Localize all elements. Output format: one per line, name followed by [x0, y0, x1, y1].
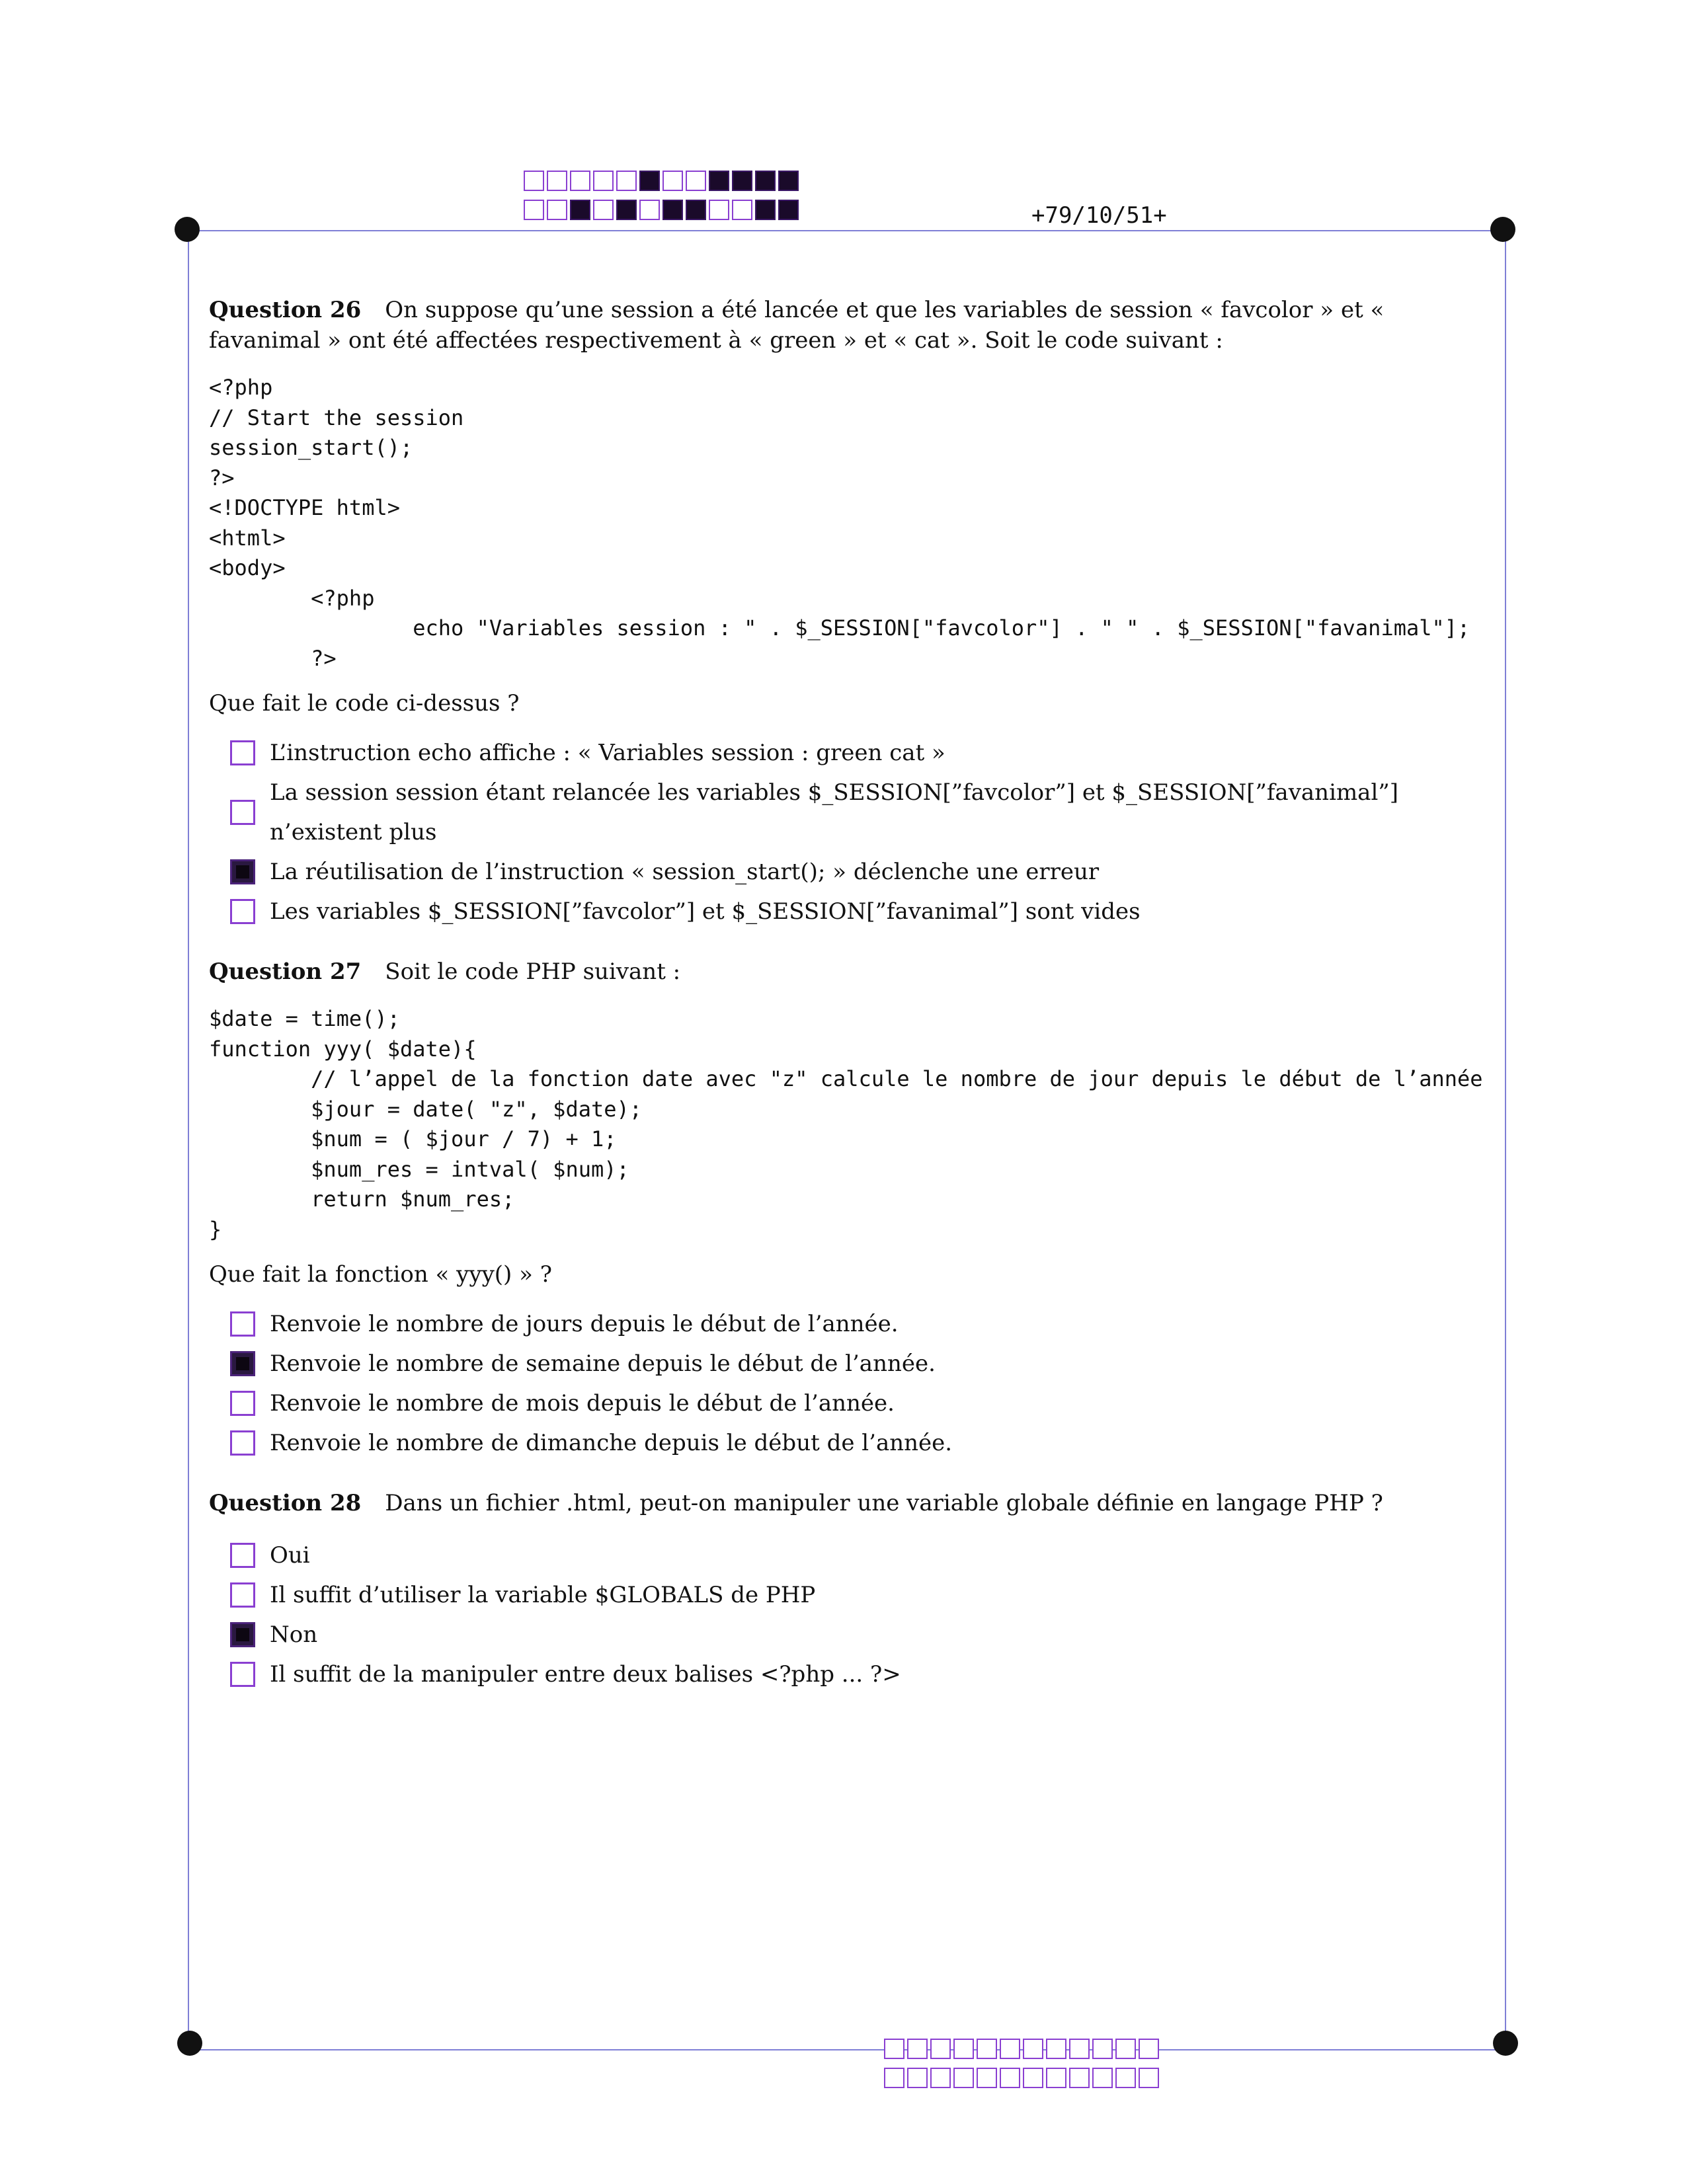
barcode-cell: [732, 200, 752, 220]
barcode-cell: [1092, 2068, 1113, 2088]
checkbox[interactable]: [230, 800, 255, 825]
choice-label: La réutilisation de l’instruction « session_start(); » déclenche une erreur: [270, 859, 1100, 885]
barcode-cell: [662, 171, 683, 191]
question-prompt: Que fait la fonction « yyy() » ?: [209, 1261, 552, 1288]
barcode-cell: [709, 200, 729, 220]
choice-label: Renvoie le nombre de semaine depuis le début de l’année.: [270, 1350, 936, 1377]
corner-mark-top-right: [1490, 217, 1515, 242]
question-text: Dans un fichier .html, peut-on manipuler une variable globale définie en langage PHP ?: [385, 1490, 1383, 1516]
barcode-cell: [524, 200, 544, 220]
barcode-cell: [778, 171, 799, 191]
question-prompt: Que fait le code ci-dessus ?: [209, 690, 520, 717]
barcode-cell: [755, 200, 776, 220]
checkbox[interactable]: [230, 740, 255, 765]
barcode-cell: [1139, 2039, 1159, 2059]
barcode-cell: [930, 2068, 951, 2088]
barcode-cell: [1069, 2039, 1090, 2059]
barcode-cell: [1139, 2068, 1159, 2088]
choice-label: Renvoie le nombre de mois depuis le début de l’année.: [270, 1390, 895, 1417]
barcode-cell: [1046, 2068, 1066, 2088]
question-heading: [209, 1488, 1498, 1518]
barcode-cell: [639, 171, 660, 191]
question-heading: [209, 295, 1498, 356]
barcode-cell: [686, 200, 706, 220]
question-text: On suppose qu’une session a été lancée et que les variables de session « favcolor » et « favanimal » ont été affectées respectivement à « green » et « cat ». Soit le code suivant :: [209, 297, 1385, 354]
question-label: Question 28: [209, 1490, 362, 1516]
barcode-cell: [616, 200, 637, 220]
barcode-cell: [953, 2039, 974, 2059]
choice-item[interactable]: [230, 1384, 1498, 1423]
checkbox[interactable]: [230, 1622, 255, 1647]
question-28: [209, 1488, 1498, 1694]
choice-item[interactable]: [230, 733, 1498, 773]
questions-area: [209, 295, 1498, 1719]
choice-label: Les variables $_SESSION[”favcolor”] et $_SESSION[”favanimal”] sont vides: [270, 898, 1141, 925]
choice-label: La session session étant relancée les variables $_SESSION[”favcolor”] et $_SESSION[”favanimal”] n’existent plus: [270, 779, 1398, 845]
barcode-cell: [616, 171, 637, 191]
barcode-cell: [1092, 2039, 1113, 2059]
barcode-cell: [662, 200, 683, 220]
question-26: [209, 295, 1498, 931]
choice-item[interactable]: [230, 1615, 1498, 1655]
choice-label: Non: [270, 1621, 318, 1648]
choice-item[interactable]: [230, 892, 1498, 931]
choice-label: L’instruction echo affiche : « Variables session : green cat »: [270, 740, 945, 766]
barcode-cell: [977, 2068, 997, 2088]
barcode-cell: [907, 2068, 928, 2088]
barcode-cell: [884, 2039, 904, 2059]
checkbox[interactable]: [230, 1391, 255, 1416]
choice-label: Oui: [270, 1542, 310, 1569]
corner-mark-bottom-right: [1493, 2031, 1518, 2056]
checkbox[interactable]: [230, 1582, 255, 1608]
barcode-cell: [884, 2068, 904, 2088]
choice-list: [230, 1304, 1498, 1463]
barcode-bottom-row1: [884, 2039, 1162, 2059]
question-label: Question 27: [209, 958, 362, 985]
barcode-cell: [953, 2068, 974, 2088]
checkbox[interactable]: [230, 1543, 255, 1568]
barcode-cell: [907, 2039, 928, 2059]
barcode-cell: [1000, 2068, 1020, 2088]
corner-mark-top-left: [175, 217, 200, 242]
corner-mark-bottom-left: [177, 2031, 202, 2056]
barcode-cell: [639, 200, 660, 220]
checkbox[interactable]: [230, 1311, 255, 1337]
choice-label: Renvoie le nombre de dimanche depuis le début de l’année.: [270, 1430, 953, 1456]
choice-item[interactable]: [230, 1575, 1498, 1615]
barcode-cell: [547, 200, 567, 220]
choice-item[interactable]: [230, 773, 1498, 852]
barcode-cell: [755, 171, 776, 191]
choice-item[interactable]: [230, 1423, 1498, 1463]
choice-item[interactable]: [230, 1344, 1498, 1384]
code-block: <?php // Start the session session_start(); ?> <!DOCTYPE html> <html> <body> <?php echo "Variables session : " . $_SESSION["favcolor"] . " " . $_SESSION["favanimal"]; ?>: [209, 375, 1470, 671]
barcode-cell: [593, 200, 614, 220]
barcode-cell: [593, 171, 614, 191]
choice-label: Il suffit de la manipuler entre deux balises <?php ... ?>: [270, 1661, 901, 1688]
choice-list: [230, 733, 1498, 931]
barcode-cell: [977, 2039, 997, 2059]
barcode-cell: [709, 171, 729, 191]
choice-item[interactable]: [230, 1304, 1498, 1344]
barcode-cell: [570, 200, 590, 220]
barcode-cell: [570, 171, 590, 191]
barcode-cell: [930, 2039, 951, 2059]
barcode-cell: [778, 200, 799, 220]
choice-label: Il suffit d’utiliser la variable $GLOBALS de PHP: [270, 1582, 816, 1608]
choice-item[interactable]: [230, 1536, 1498, 1575]
question-text: Soit le code PHP suivant :: [385, 958, 681, 985]
barcode-cell: [1000, 2039, 1020, 2059]
barcode-top-row2: [524, 200, 801, 220]
checkbox[interactable]: [230, 1430, 255, 1456]
choice-list: [230, 1536, 1498, 1694]
question-heading: [209, 956, 1498, 987]
checkbox[interactable]: [230, 859, 255, 884]
barcode-cell: [732, 171, 752, 191]
barcode-cell: [524, 171, 544, 191]
choice-item[interactable]: [230, 852, 1498, 892]
barcode-cell: [1023, 2039, 1043, 2059]
barcode-cell: [1046, 2039, 1066, 2059]
choice-item[interactable]: [230, 1655, 1498, 1694]
sheet-code: +79/10/51+: [1031, 202, 1167, 229]
barcode-cell: [686, 171, 706, 191]
checkbox[interactable]: [230, 899, 255, 924]
question-label: Question 26: [209, 297, 362, 323]
checkbox[interactable]: [230, 1351, 255, 1376]
barcode-cell: [1115, 2039, 1136, 2059]
barcode-cell: [1069, 2068, 1090, 2088]
checkbox[interactable]: [230, 1662, 255, 1687]
choice-label: Renvoie le nombre de jours depuis le début de l’année.: [270, 1311, 899, 1337]
barcode-cell: [1023, 2068, 1043, 2088]
barcode-cell: [547, 171, 567, 191]
barcode-top-row1: [524, 171, 801, 191]
barcode-cell: [1115, 2068, 1136, 2088]
code-block: $date = time(); function yyy( $date){ // l’appel de la fonction date avec "z" calcule le nombre de jour depuis le début de l’année $jour = date( "z", $date); $num = ( $jour / 7) + 1; $num_res = intval( $num); return $num_res; }: [209, 1006, 1483, 1242]
question-27: [209, 956, 1498, 1463]
barcode-bottom-row2: [884, 2068, 1162, 2088]
